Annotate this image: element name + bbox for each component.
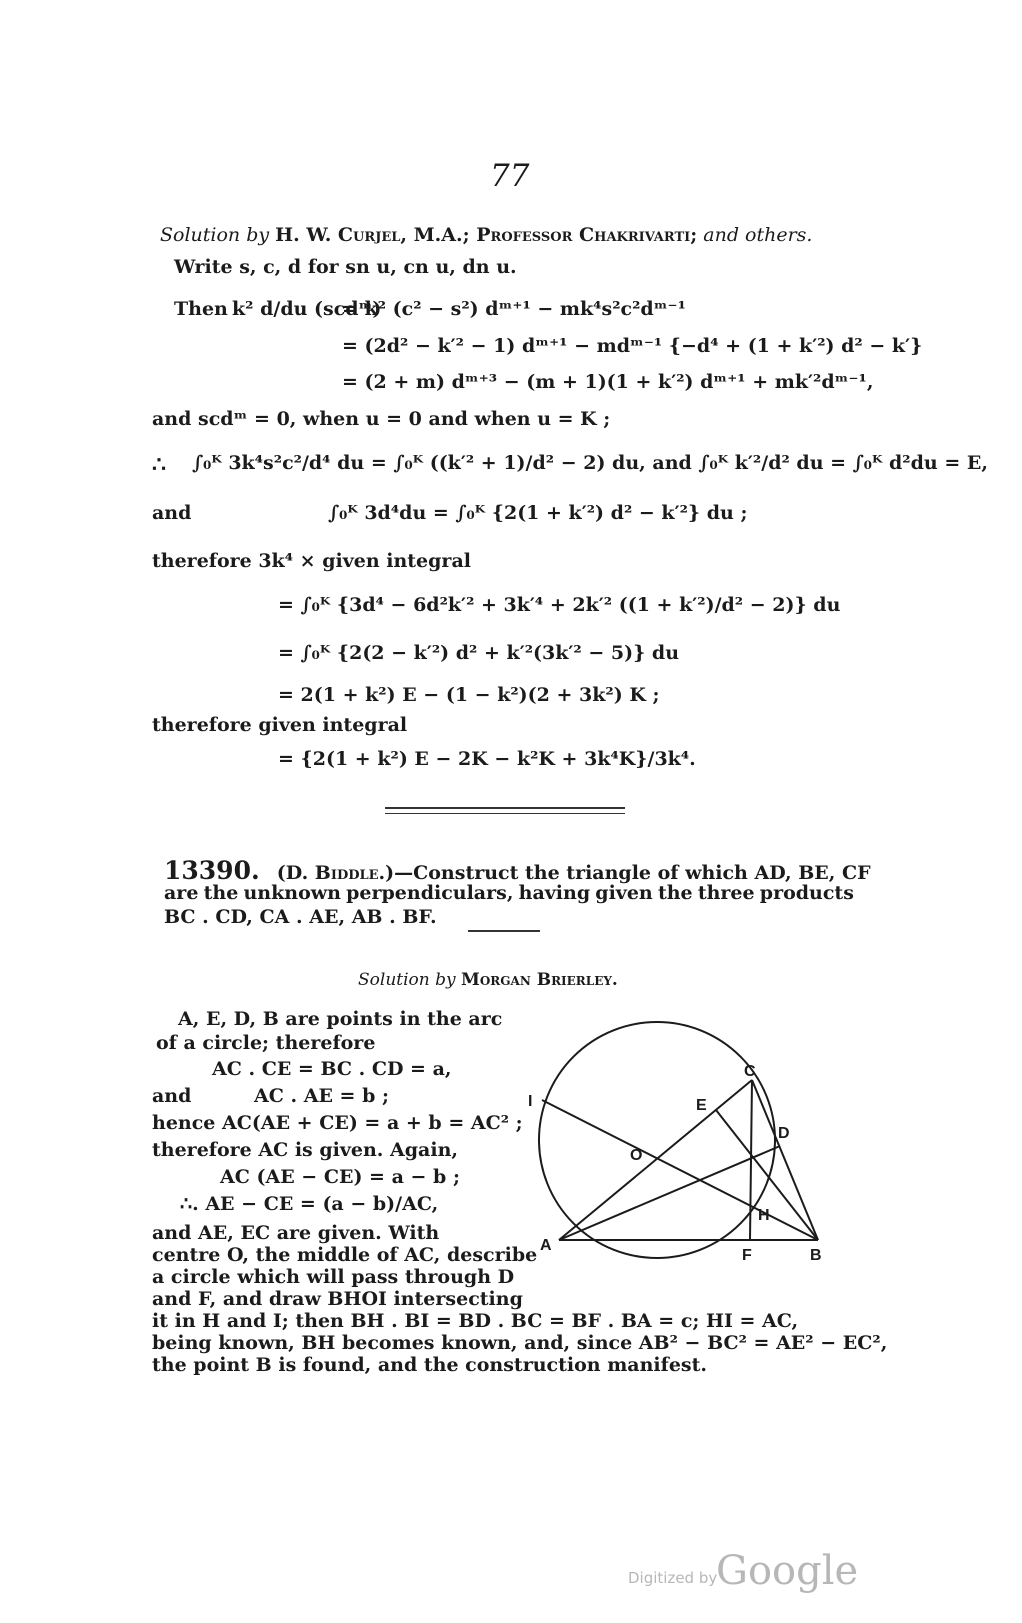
solution-suffix: and others. — [703, 224, 813, 246]
therefore-symbol: ∴ — [152, 452, 166, 478]
therefore-line-1: therefore 3k⁴ × given integral — [152, 550, 471, 572]
sol2-line-12: a circle which will pass through D — [152, 1266, 515, 1288]
eq1-lhs: k² d/du (scdᵐ) — [232, 298, 382, 320]
sol2-line-7: therefore AC is given. Again, — [152, 1139, 459, 1161]
geometry-figure — [520, 1010, 850, 1280]
label-d: D — [778, 1125, 790, 1142]
sol2-line-5: AC . AE = b ; — [254, 1085, 389, 1107]
and-line: and scdᵐ = 0, when u = 0 and when u = K ; — [152, 408, 611, 430]
word: the — [657, 882, 693, 904]
eq1-rhs: = k² (c² − s²) dᵐ⁺¹ − mk⁴s²c²dᵐ⁻¹ — [342, 298, 686, 320]
sol2-line-9: ∴. AE − CE = (a − b)/AC, — [180, 1193, 439, 1215]
google-logo: Google — [716, 1548, 859, 1594]
label-h: H — [758, 1207, 770, 1224]
word: the — [203, 882, 239, 904]
section-divider-top — [385, 807, 625, 809]
eq3: = (2 + m) dᵐ⁺³ − (m + 1)(1 + k′²) dᵐ⁺¹ + mk′²dᵐ⁻¹, — [342, 371, 874, 393]
problem-line-1: —Construct the triangle of which AD, BE, CF — [394, 862, 871, 884]
digitized-by-text: Digitized by — [628, 1569, 718, 1587]
problem-line-3: BC . CD, CA . AE, AB . BF. — [164, 906, 437, 928]
label-o: O — [630, 1147, 643, 1164]
sol2-full-line-2: being known, BH becomes known, and, since AB² − BC² = AE² − EC², — [152, 1332, 888, 1354]
sol2-line-1: A, E, D, B are points in the arc — [178, 1008, 503, 1030]
sol2-line-13: and F, and draw BHOI intersecting — [152, 1288, 523, 1310]
solution2-by-prefix: Solution by — [358, 970, 456, 990]
sol2-line-11: centre O, the middle of AC, describe — [152, 1244, 538, 1266]
eq2: = (2d² − k′² − 1) dᵐ⁺¹ − mdᵐ⁻¹ {−d⁴ + (1 + k′²) d² − k′} — [342, 335, 923, 357]
sol2-line-8: AC (AE − CE) = a − b ; — [220, 1166, 460, 1188]
sol2-full-line-3: the point B is found, and the construction manifest. — [152, 1354, 707, 1376]
problem-proposer: (D. Biddle.) — [276, 862, 395, 884]
word: three — [697, 882, 755, 904]
integral-line-1: ∫₀ᴷ 3k⁴s²c²/d⁴ du = ∫₀ᴷ ((k′² + 1)/d² − 2) du, and ∫₀ᴷ k′²/d² du = ∫₀ᴷ d²du = E, — [192, 452, 988, 474]
altitude-ad — [559, 1146, 780, 1240]
word: having — [518, 882, 591, 904]
problem-heading — [164, 856, 871, 885]
therefore-line-2: therefore given integral — [152, 714, 408, 736]
write-line: Write s, c, d for sn u, cn u, dn u. — [174, 256, 517, 278]
page-number: 77 — [490, 158, 530, 194]
sol2-line-4: and — [152, 1085, 192, 1107]
result-line-4: = {2(1 + k²) E − 2K − k²K + 3k⁴K}/3k⁴. — [278, 748, 696, 770]
sol2-line-10: and AE, EC are given. With — [152, 1222, 440, 1244]
section-divider-bottom — [385, 813, 625, 814]
word: perpendiculars, — [346, 882, 514, 904]
side-ac — [559, 1080, 752, 1240]
sol2-line-6: hence AC(AE + CE) = a + b = AC² ; — [152, 1112, 523, 1134]
word: given — [595, 882, 653, 904]
word: unknown — [243, 882, 341, 904]
problem-line-2 — [164, 882, 854, 904]
solution2-heading — [358, 970, 618, 990]
solution2-author: Morgan Brierley. — [461, 970, 618, 990]
sol2-line-2: of a circle; therefore — [156, 1032, 376, 1054]
short-rule — [468, 930, 540, 932]
word: products — [759, 882, 854, 904]
label-c: C — [744, 1063, 756, 1080]
solution-authors: H. W. Curjel, M.A.; Professor Chakrivarti; — [275, 224, 698, 246]
altitude-cf — [750, 1080, 752, 1240]
label-e: E — [696, 1097, 707, 1114]
label-b: B — [810, 1247, 822, 1264]
and-label: and — [152, 502, 192, 524]
label-a: A — [540, 1237, 552, 1254]
word: are — [164, 882, 199, 904]
problem-number: 13390. — [164, 856, 260, 885]
result-line-1: = ∫₀ᴷ {3d⁴ − 6d²k′² + 3k′⁴ + 2k′² ((1 + k′²)/d² − 2)} du — [278, 594, 841, 616]
result-line-2: = ∫₀ᴷ {2(2 − k′²) d² + k′²(3k′² − 5)} du — [278, 642, 680, 664]
sol2-full-line-1: it in H and I; then BH . BI = BD . BC = BF . BA = c; HI = AC, — [152, 1310, 799, 1332]
solution-heading — [160, 224, 812, 246]
result-line-3: = 2(1 + k²) E − (1 − k²)(2 + 3k²) K ; — [278, 684, 660, 706]
label-i: I — [528, 1093, 533, 1110]
integral-line-2: ∫₀ᴷ 3d⁴du = ∫₀ᴷ {2(1 + k′²) d² − k′²} du ; — [328, 502, 748, 524]
then-label: Then — [174, 298, 228, 320]
sol2-line-3: AC . CE = BC . CD = a, — [212, 1058, 452, 1080]
label-f: F — [742, 1247, 752, 1264]
solution-by-prefix: Solution by — [160, 224, 270, 246]
